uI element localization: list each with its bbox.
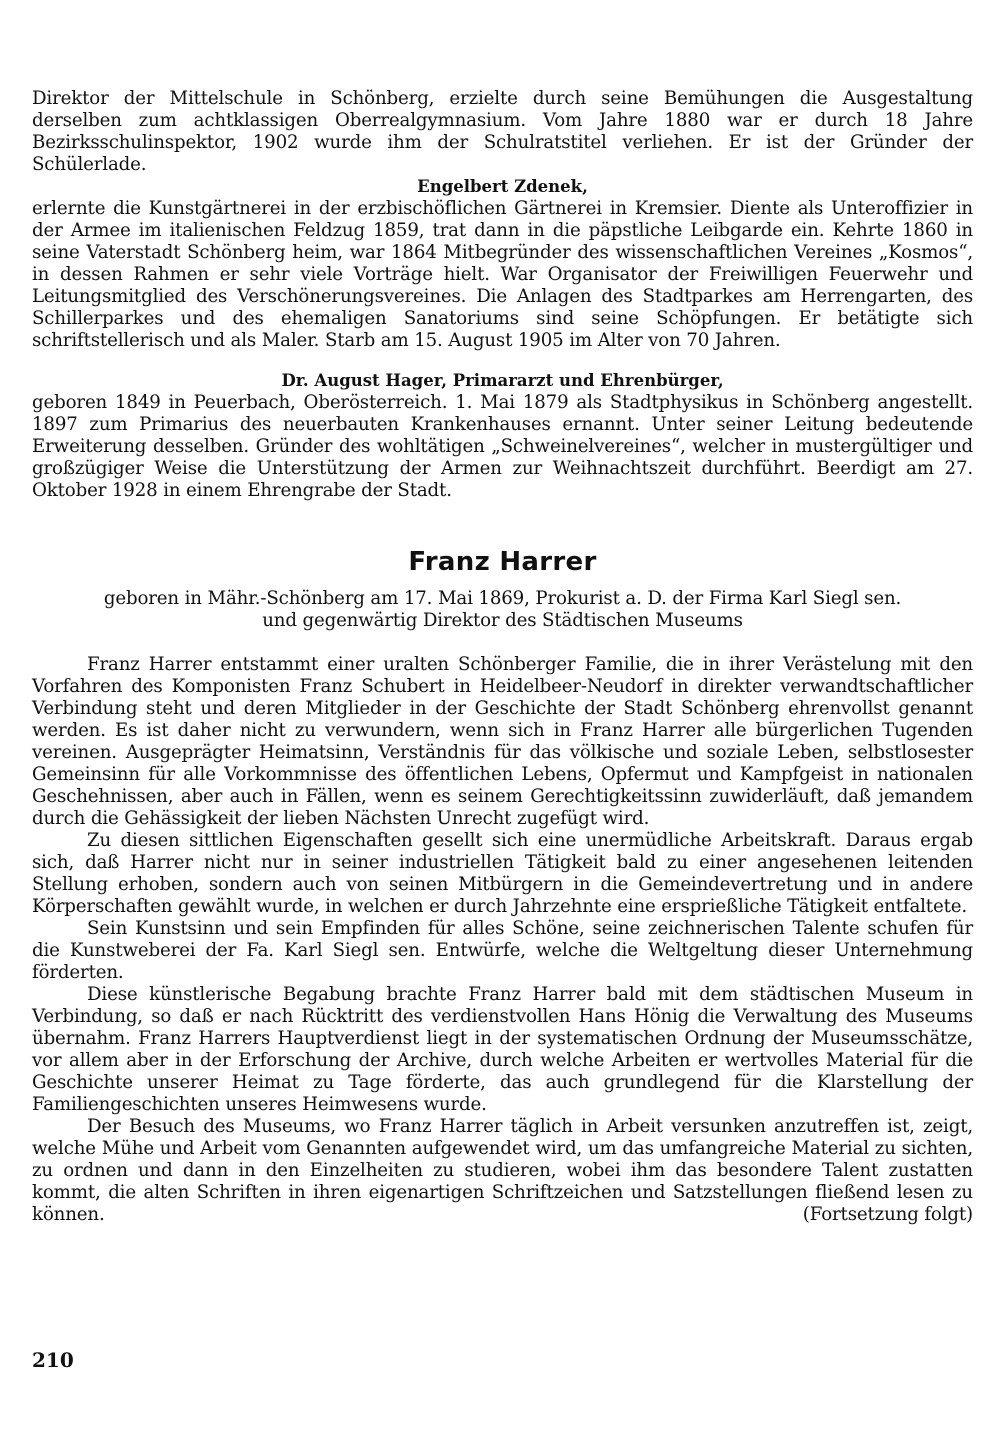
article-paragraph: Zu diesen sittlichen Eigenschaften gesellt sich eine unermüdliche Arbeitskraft. Daraus ergab sich, daß Harrer nicht nur in seiner industriellen Tätigkeit bald zu einer angesehenen leitenden Stellung erhoben, sondern auch von seinen Mitbürgern in die Gemeindevertretung und in andere Körperschaften gewählt wurde, in welchen er durch Jahrzehnte eine ersprießliche Tätigkeit entfaltete. — [32, 830, 973, 917]
entry-heading: Dr. August Hager, Primararzt und Ehrenbürger, — [281, 371, 724, 390]
continuation-note: (Fortsetzung folgt) — [802, 1204, 973, 1225]
article-paragraph: Diese künstlerische Begabung brachte Franz Harrer bald mit dem städtischen Museum in Verbindung, so daß er nach Rücktritt des verdienstvollen Hans Hönig die Verwaltung des Museums übernahm. Franz Harrers Hauptverdienst liegt in der systematischen Ordnung der Museumsschätze, vor allem aber in der Erforschung der Archive, durch welche Arbeiten er wertvolles Material für die Geschichte unserer Heimat zu Tage förderte, das auch grundlegend für die Klarstellung der Familiengeschichten unseres Heimwesens wurde. — [32, 984, 973, 1115]
intro-paragraph: Direktor der Mittelschule in Schönberg, erzielte durch seine Bemühungen die Ausgestaltung derselben zum achtklassigen Oberrealgymnasium. Vom Jahre 1880 war er durch 18 Jahre Bezirksschulinspektor, 1902 wurde ihm der Schulratstitel verliehen. Er ist der Gründer der Schülerlade. — [32, 88, 973, 175]
article-subtitle-line-1: geboren in Mähr.-Schönberg am 17. Mai 1869, Prokurist a. D. der Firma Karl Siegl sen. — [103, 588, 902, 609]
article-paragraph: Franz Harrer entstammt einer uralten Schönberger Familie, die in ihrer Verästelung mit den Vorfahren des Komponisten Franz Schubert in Heidelbeer-Neudorf in direkter verwandtschaftlicher Verbindung steht und deren Mitglieder in der Geschichte der Stadt Schönberg ehrenvollst genannt werden. Es ist daher nicht zu verwundern, wenn sich in Franz Harrer alle bürgerlichen Tugenden vereinen. Ausgeprägter Heimatsinn, Verständnis für das völkische und soziale Leben, selbstlosester Gemeinsinn für alle Vorkommnisse des öffentlichen Lebens, Opfermut und Kampfgeist in nationalen Geschehnissen, aber auch in Fällen, wenn es seinem Gerechtigkeitssinn zuwiderläuft, daß jemandem durch die Gehässigkeit der lieben Nächsten Unrecht zugefügt wird. — [32, 654, 973, 829]
article-paragraph: Sein Kunstsinn und sein Empfinden für alles Schöne, seine zeichnerischen Talente schufen für die Kunstweberei der Fa. Karl Siegl sen. Entwürfe, welche die Weltgeltung dieser Unternehmung förderten. — [32, 918, 973, 983]
entry-zdenek — [32, 176, 973, 352]
page-content — [32, 88, 973, 1226]
entry-text: erlernte die Kunstgärtnerei in der erzbischöflichen Gärtnerei in Kremsier. Diente als Unteroffizier in der Armee im italienischen Feldzug 1859, trat dann in die päpstliche Leibgarde ein. Kehrte 1860 in seine Vaterstadt Schönberg heim, war 1864 Mitbegründer des wissenschaftlichen Vereines „Kosmos“, in dessen Rahmen er sehr viele Vorträge hielt. War Organisator der Freiwilligen Feuerwehr und Leitungsmitglied des Verschönerungsvereines. Die Anlagen des Stadtparkes am Herrengarten, des Schillerparkes und des ehemaligen Sanatoriums sind seine Schöpfungen. Er betätigte sich schriftstellerisch und als Maler. Starb am 15. August 1905 im Alter von 70 Jahren. — [32, 198, 973, 351]
entry-hager — [32, 370, 973, 502]
article-paragraph-text: Der Besuch des Museums, wo Franz Harrer täglich in Arbeit versunken anzutreffen ist, zeigt, welche Mühe und Arbeit vom Genannten aufgewendet wird, um das umfangreiche Material zu sichten, zu ordnen und dann in den Einzelheiten zu studieren, wobei ihm das besondere Talent zustatten kommt, die alten Schriften in ihren eigenartigen Schriftzeichen und Satzstellungen fließend lesen zu können. — [32, 1116, 973, 1225]
article-title: Franz Harrer — [408, 547, 597, 577]
entry-text: geboren 1849 in Peuerbach, Oberösterreich. 1. Mai 1879 als Stadtphysikus in Schönberg angestellt. 1897 zum Primarius des neuerbauten Krankenhauses ernannt. Unter seiner Leitung bedeutende Erweiterung desselben. Gründer des wohltätigen „Schweinelvereines“, welcher in mustergültiger und großzügiger Weise die Unterstützung der Armen zur Weihnachtszeit durchführt. Beerdigt am 27. Oktober 1928 in einem Ehrengrabe der Stadt. — [32, 392, 973, 501]
entry-heading: Engelbert Zdenek, — [417, 177, 588, 196]
page-number: 210 — [32, 1348, 74, 1372]
article-last-paragraph — [32, 1116, 973, 1226]
article-subtitle-line-2: und gegenwärtig Direktor des Städtischen Museums — [262, 610, 743, 631]
